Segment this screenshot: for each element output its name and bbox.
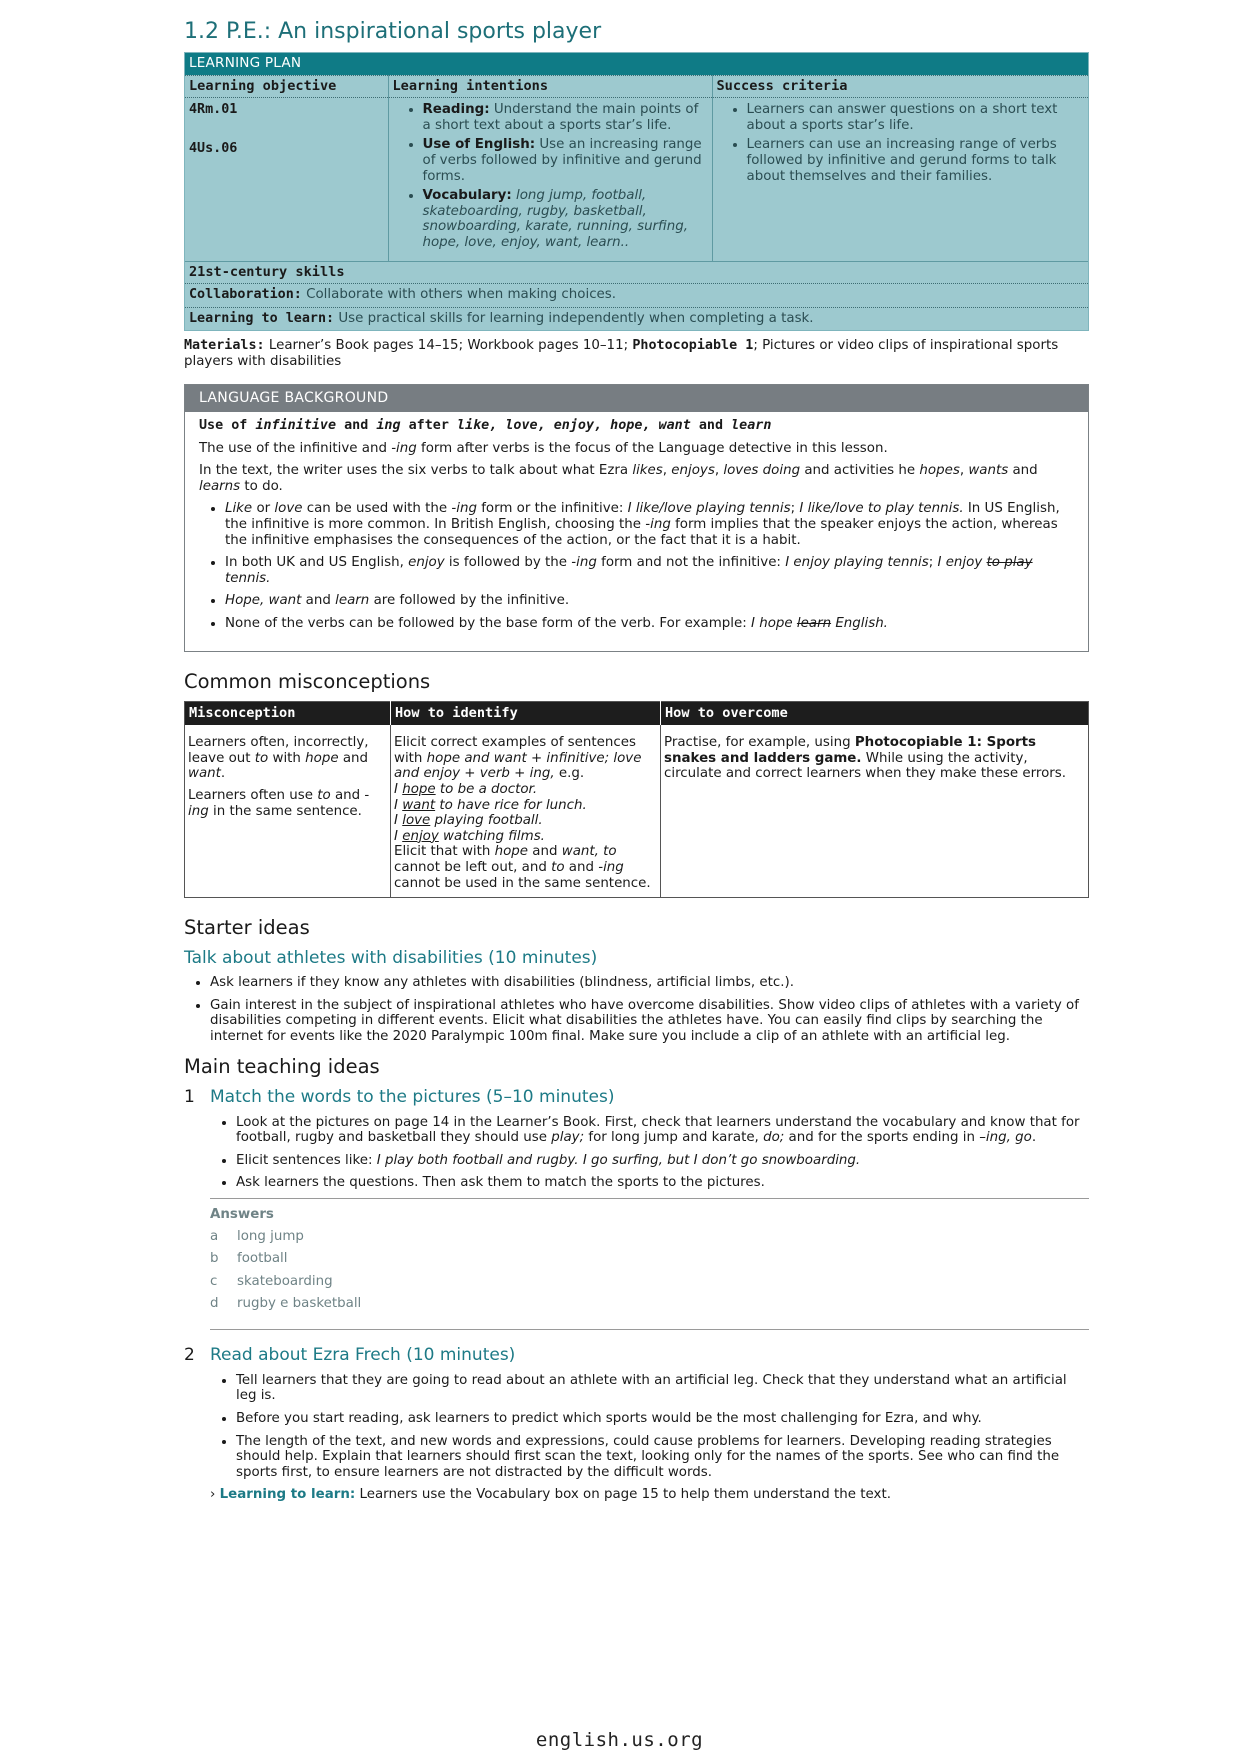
section-2-list	[184, 1373, 1089, 1481]
criteria-cell	[712, 98, 1088, 261]
page-title: 1.2 P.E.: An inspirational sports player	[184, 19, 602, 44]
list-item: • Ask learners the questions. Then ask them to match the sports to the pictures.	[236, 1175, 1089, 1191]
intentions-cell	[388, 98, 712, 261]
example-sentence: I love playing football.	[394, 813, 543, 829]
answer-row: a long jump	[210, 1228, 304, 1244]
list-item: • Tell learners that they are going to read about an athlete with an artificial leg. Check that they understand what an artificial leg is.	[236, 1373, 1089, 1404]
answers-label: Answers	[210, 1206, 274, 1222]
language-background	[184, 384, 1089, 652]
skill-learning-to-learn: Learning to learn: Use practical skills for learning independently when completing a task.	[185, 307, 1088, 331]
example-sentence: I hope to be a doctor.	[394, 782, 538, 797]
example-sentence: I enjoy watching films.	[394, 828, 545, 844]
list-item: • The length of the text, and new words and expressions, could cause problems for learners. Developing reading strategies should help. Explain that learners should first scan the text, looking only for the names of the sports. See who can find the sports first, to ensure learners are not distracted by the difficult words.	[236, 1434, 1089, 1481]
misconception-text: Learners often use to and -ing in the same sentence.	[188, 788, 370, 819]
list-item: • Look at the pictures on page 14 in the Learner’s Book. First, check that learners understand the vocabulary and know that for football, rugby and basketball they should use play; for long jump and karate, do; and for the sports ending in –ing, go.	[236, 1115, 1089, 1146]
language-background-header: LANGUAGE BACKGROUND	[185, 385, 1088, 413]
answers-box	[210, 1198, 1089, 1330]
objectives-cell	[185, 98, 388, 261]
answer-row: b football	[210, 1251, 288, 1267]
example-sentence: I want to have rice for lunch.	[394, 797, 587, 813]
paragraph: The use of the infinitive and -ing form after verbs is the focus of the Language detective in this lesson.	[199, 440, 888, 456]
objective-code: 4Us.06	[189, 140, 238, 156]
criteria-item: • Learners can answer questions on a short text about a sports star’s life.	[747, 102, 1085, 133]
list-item: • Hope, want and learn are followed by the infinitive.	[225, 593, 1074, 609]
section-1-heading: 1 Match the words to the pictures (5–10 minutes)	[184, 1086, 615, 1107]
starter-list	[184, 975, 1089, 1044]
misconceptions-heading: Common misconceptions	[184, 669, 431, 693]
materials: Materials: Learner’s Book pages 14–15; Workbook pages 10–11; Photocopiable 1; Pictures or video clips of inspirational sports players with disabilities	[184, 338, 1059, 369]
answer-row: d rugby e basketball	[210, 1296, 362, 1312]
col-learning-intentions: Learning intentions	[388, 75, 712, 98]
starter-heading: Starter ideas	[184, 916, 310, 940]
chevron-right-icon: ›	[210, 1487, 216, 1503]
list-item: • Elicit sentences like: I play both football and rugby. I go surfing, but I don’t go snowboarding.	[236, 1153, 1089, 1169]
section-2-heading: 2 Read about Ezra Frech (10 minutes)	[184, 1344, 516, 1365]
learning-plan-table	[185, 75, 1088, 261]
main-heading: Main teaching ideas	[184, 1054, 380, 1078]
learning-plan	[184, 52, 1089, 331]
col-how-to-overcome: How to overcome	[661, 701, 1089, 725]
criteria-item: • Learners can use an increasing range of verbs followed by infinitive and gerund forms to talk about themselves and their families.	[747, 137, 1085, 184]
overcome-cell: Practise, for example, using Photocopiable 1: Sports snakes and ladders game. While using the activity, circulate and correct learners when they make these errors.	[661, 725, 1089, 897]
misconceptions-table	[184, 701, 1089, 899]
list-item: • In both UK and US English, enjoy is followed by the -ing form and not the infinitive: I enjoy playing tennis; I enjoy to play tennis.	[225, 555, 1074, 586]
answer-row: c skateboarding	[210, 1273, 333, 1289]
identify-cell: Elicit correct examples of sentences with hope and want + infinitive; love and enjoy + verb + ing, e.g. I hope to be a doctor. I want to have rice for lunch. I love playing football. I enjoy watching films. Elicit that with hope and want, to cannot be left out, and to and -ing cannot be used in the same sentence.	[391, 725, 661, 897]
col-learning-objective: Learning objective	[185, 75, 388, 98]
learning-to-learn-note: › Learning to learn: Learners use the Vocabulary box on page 15 to help them understand the text.	[210, 1487, 891, 1503]
col-success-criteria: Success criteria	[712, 75, 1088, 98]
list-item: • Like or love can be used with the -ing form or the infinitive: I like/love playing tennis; I like/love to play tennis. In US English, the infinitive is more common. In British English, choosing the -ing form implies that the speaker enjoys the action, whereas the infinitive emphasises the consequences of the action, or the fact that it is a habit.	[225, 501, 1074, 548]
starter-subheading: Talk about athletes with disabilities (10 minutes)	[184, 948, 598, 969]
section-1-list	[184, 1115, 1089, 1191]
skills-header: 21st-century skills	[185, 261, 1088, 285]
intention-item: • Vocabulary: long jump, football, skateboarding, rugby, basketball, snowboarding, karate, running, surfing, hope, love, enjoy, want, learn..	[423, 188, 708, 250]
language-background-subheading: Use of infinitive and ing after like, love, enjoy, hope, want and learn	[199, 418, 772, 434]
footer-url: english.us.org	[535, 1729, 704, 1751]
col-misconception: Misconception	[185, 701, 391, 725]
list-item: • Gain interest in the subject of inspirational athletes who have overcome disabilities. Show video clips of athletes with a variety of disabilities competing in different events. Elicit what disabilities the athletes have. You can easily find clips by searching the internet for events like the 2020 Paralympic 100m final. Make sure you include a clip of an athlete with an artificial leg.	[210, 998, 1089, 1045]
intention-item: • Reading: Understand the main points of a short text about a sports star’s life.	[423, 102, 708, 133]
list-item: • Before you start reading, ask learners to predict which sports would be the most challenging for Ezra, and why.	[236, 1411, 1089, 1427]
learning-plan-header: LEARNING PLAN	[185, 53, 1088, 75]
skill-collaboration: Collaboration: Collaborate with others when making choices.	[189, 287, 617, 303]
misconception-text: Learners often, incorrectly, leave out to with hope and want.	[188, 735, 369, 782]
page	[184, 18, 1089, 1503]
intention-item: • Use of English: Use an increasing range of verbs followed by infinitive and gerund forms.	[423, 137, 708, 184]
list-item: • None of the verbs can be followed by the base form of the verb. For example: I hope learn English.	[225, 616, 1074, 632]
objective-code: 4Rm.01	[189, 102, 238, 118]
col-how-to-identify: How to identify	[391, 701, 661, 725]
paragraph: In the text, the writer uses the six verbs to talk about what Ezra likes, enjoys, loves doing and activities he hopes, wants and learns to do.	[199, 463, 1038, 494]
list-item: • Ask learners if they know any athletes with disabilities (blindness, artificial limbs, etc.).	[210, 975, 1089, 991]
misconception-cell	[185, 725, 391, 897]
